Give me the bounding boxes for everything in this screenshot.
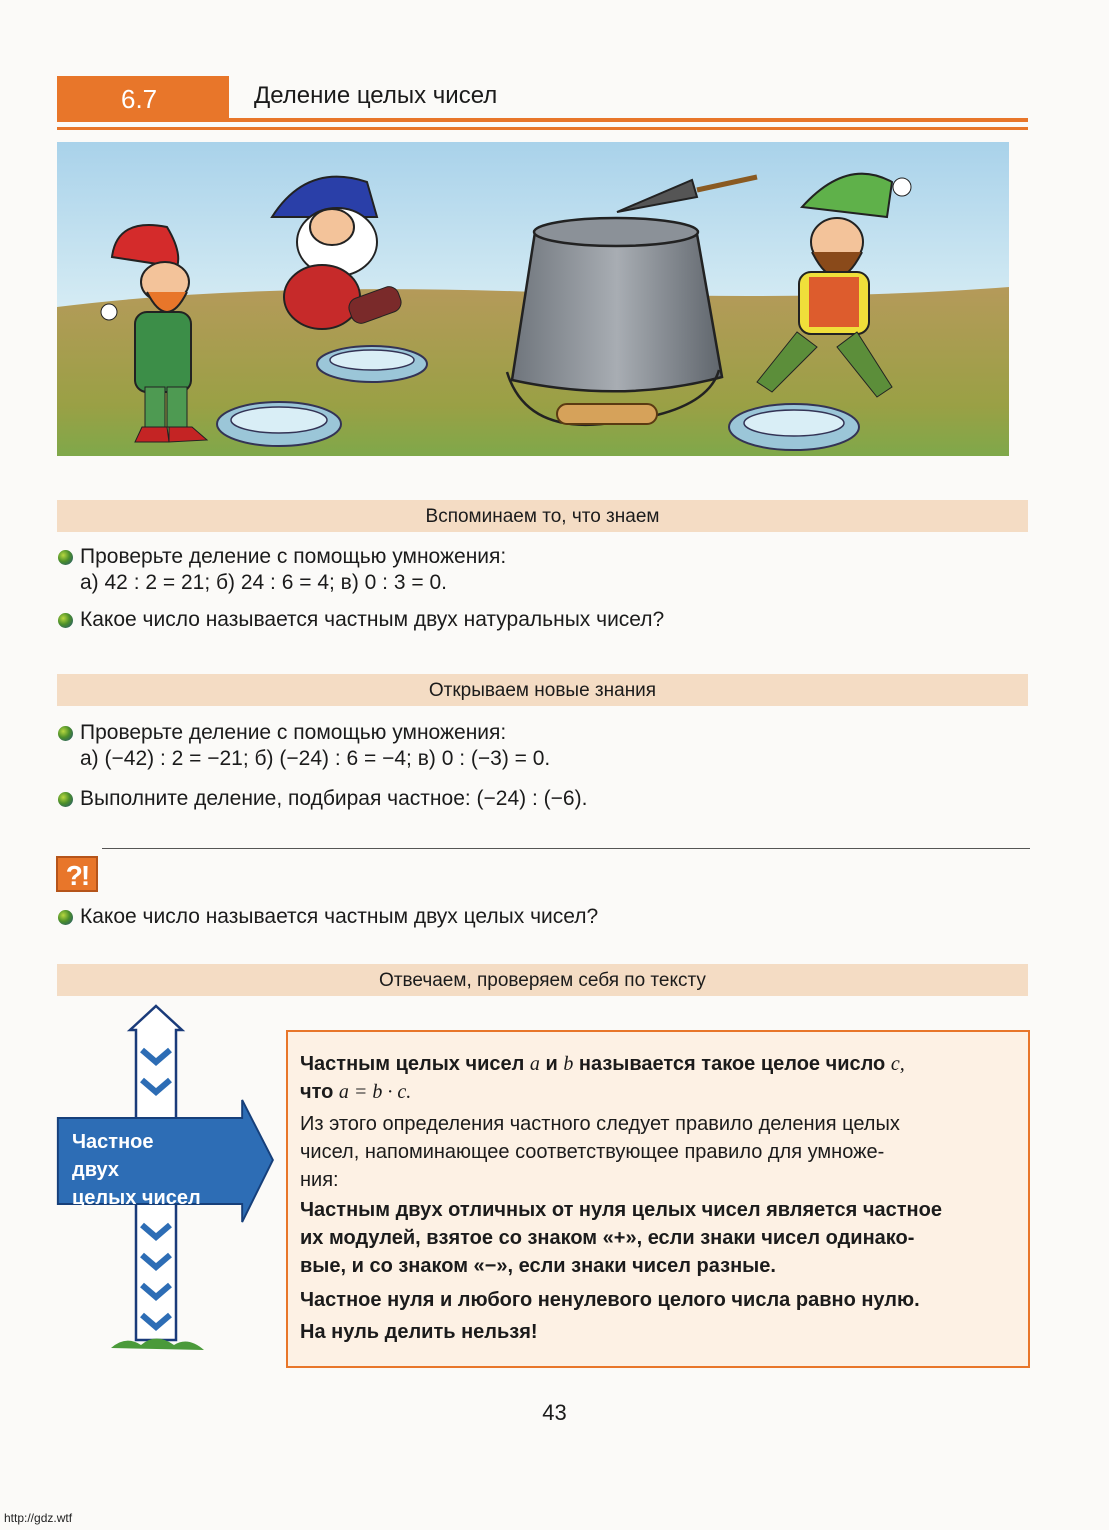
sign-label-line-1: Частное двух: [72, 1131, 154, 1181]
recall-item-2: [80, 607, 664, 633]
sign-label: [60, 1128, 202, 1212]
header-rule: [57, 118, 1028, 122]
new-item-1: [80, 720, 550, 772]
recall-item-1-line-2: а) 42 : 2 = 21; б) 24 : 6 = 4; в) 0 : 3 = 0.: [80, 571, 447, 594]
sign-label-line-2: целых чисел: [72, 1187, 201, 1209]
bullet-icon: [58, 613, 73, 628]
recall-item-2-text: Какое число называется частным двух натуральных чисел?: [80, 608, 665, 631]
gnomes-illustration: [57, 142, 1009, 456]
bullet-icon: [58, 550, 73, 565]
band-recall: Вспоминаем то, что знаем: [57, 500, 1028, 532]
problem-icon: ?!: [56, 856, 98, 892]
header-rule-thin: [57, 127, 1028, 130]
bullet-icon: [58, 792, 73, 807]
recall-item-1: [80, 544, 506, 596]
divider: [102, 848, 1030, 849]
band-answer: Отвечаем, проверяем себя по тексту: [57, 964, 1028, 996]
new-item-2-text: Выполните деление, подбирая частное: (−24) : (−6).: [80, 787, 588, 810]
new-item-1-line-1: Проверьте деление с помощью умножения:: [80, 721, 507, 744]
definition-box: [286, 1030, 1030, 1368]
no-division-by-zero: На нуль делить нельзя!: [300, 1321, 538, 1343]
section-title: Деление целых чисел: [254, 82, 498, 109]
page-number: 43: [542, 1400, 567, 1425]
problem-question: Какое число называется частным двух целых чисел?: [80, 905, 599, 928]
band-new-knowledge: Открываем новые знания: [57, 674, 1028, 706]
division-rule: Частным двух отличных от нуля целых чисел является частное их модулей, взятое со знаком «+», если знаки чисел одинако- вые, и со знаком «−», если знаки чисел разные.: [300, 1199, 942, 1277]
recall-item-1-line-1: Проверьте деление с помощью умножения:: [80, 545, 507, 568]
definition-line-2: что a = b · c.: [300, 1081, 412, 1103]
rule-intro: Из этого определения частного следует правило деления целых чисел, напоминающее соответствующее правило для умноже- ния:: [300, 1113, 900, 1191]
new-item-2: [80, 786, 587, 812]
section-number: 6.7: [57, 76, 229, 122]
bullet-icon: [58, 726, 73, 741]
bullet-icon: [58, 910, 73, 925]
footer-url[interactable]: http://gdz.wtf: [4, 1511, 73, 1525]
bowl: [217, 402, 341, 446]
zero-rule: Частное нуля и любого ненулевого целого числа равно нулю.: [300, 1289, 920, 1311]
definition-line-1: Частным целых чисел a и b называется такое целое число c,: [300, 1053, 905, 1075]
problem-item: [80, 904, 598, 930]
new-item-1-line-2: а) (−42) : 2 = −21; б) (−24) : 6 = −4; в) 0 : (−3) = 0.: [80, 747, 551, 770]
